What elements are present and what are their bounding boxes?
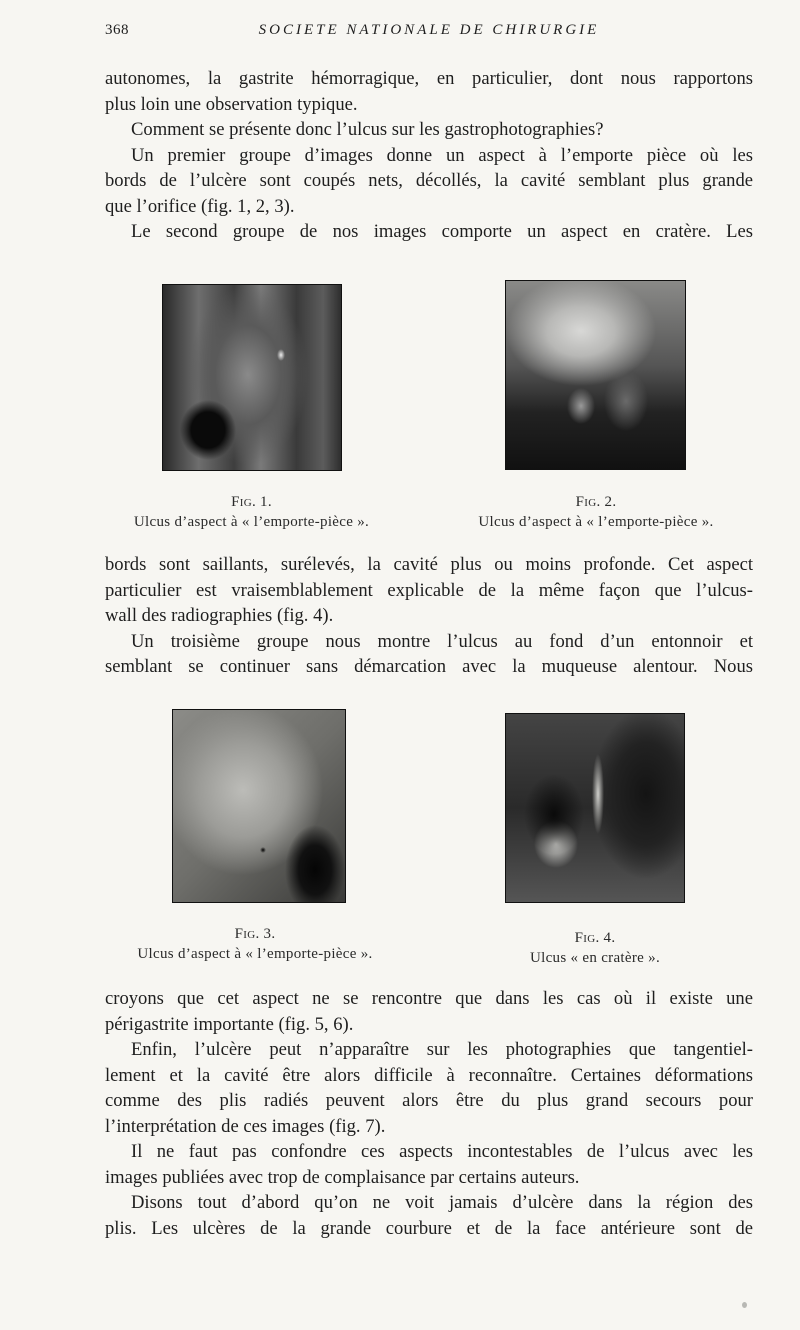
figure-3-number: Fig. 3. [234,926,276,942]
paragraph [105,986,753,1037]
text-block-2 [105,552,753,680]
figure-2-photograph [505,280,686,470]
text-line: images publiées avec trop de complaisance par certains auteurs. [105,1166,580,1188]
figure-1-photograph [162,284,342,471]
figure-1-number: Fig. 1. [231,494,272,510]
figure-1-caption [110,492,393,532]
text-line: lement et la cavité être alors difficile à reconnaître. Certaines déformations [105,1064,753,1086]
text-line: wall des radiographies (fig. 4). [105,605,334,626]
figure-3-caption-text: Ulcus d’aspect à « l’emporte-pièce ». [137,946,373,962]
paragraph [105,552,753,629]
text-line: Comment se présente donc l’ulcus sur les gastrophotographies? [131,119,604,140]
page-header [105,22,753,44]
text-line: semblant se continuer sans démarcation avec la muqueuse alentour. Nous [105,656,753,677]
text-block-1 [105,66,753,245]
page-number: 368 [105,22,129,38]
text-line: Un premier groupe d’images donne un aspect à l’emporte pièce où les [131,144,753,166]
text-line: Disons tout d’abord qu’on ne voit jamais d’ulcère dans la région des [131,1192,753,1213]
text-line: autonomes, la gastrite hémorragique, en particulier, dont nous rapportons [105,68,753,89]
text-line: croyons que cet aspect ne se rencontre que dans les cas où il existe une [105,988,753,1009]
text-block-3 [105,986,753,1241]
paragraph [105,143,753,220]
paragraph [105,1037,753,1139]
running-title: SOCIETE NATIONALE DE CHIRURGIE [258,22,600,38]
text-line: Enfin, l’ulcère peut n’apparaître sur les photographies que tangentiel- [131,1039,753,1060]
text-line: l’interprétation de ces images (fig. 7). [105,1115,386,1137]
text-line: bords de l’ulcère sont coupés nets, décollés, la cavité semblant plus grande [105,170,753,191]
figure-3-caption [105,924,405,964]
figure-1-caption-text: Ulcus d’aspect à « l’emporte-pièce ». [133,514,370,530]
text-line: Le second groupe de nos images comporte un aspect en cratère. Les [131,221,753,242]
ink-speck [742,1302,747,1308]
figure-2-number: Fig. 2. [575,494,617,510]
text-line: comme des plis radiés peuvent alors être du plus grand secours pour [105,1090,753,1111]
figure-4-caption [505,928,685,968]
paragraph [105,117,753,143]
paragraph [105,1139,753,1190]
figure-4-number: Fig. 4. [574,930,616,946]
text-line: périgastrite importante (fig. 5, 6). [105,1013,354,1035]
paragraph [105,66,753,117]
figure-4-caption-text: Ulcus « en cratère ». [530,950,660,966]
paragraph [105,219,753,245]
figure-2-caption [450,492,742,532]
text-line: plus loin une observation typique. [105,93,358,115]
text-line: Il ne faut pas confondre ces aspects incontestables de l’ulcus avec les [131,1141,753,1162]
figure-3-photograph [172,709,346,903]
paragraph [105,1190,753,1241]
text-line: que l’orifice (fig. 1, 2, 3). [105,195,295,217]
paragraph [105,629,753,680]
text-line: bords sont saillants, surélevés, la cavité plus ou moins profonde. Cet aspect [105,554,753,575]
text-line: plis. Les ulcères de la grande courbure et de la face antérieure sont de [105,1217,753,1239]
text-line: particulier est vraisemblablement explicable de la même façon que l’ulcus- [105,579,753,601]
figure-4-photograph [505,713,685,903]
text-line: Un troisième groupe nous montre l’ulcus au fond d’un entonnoir et [131,630,753,652]
figure-2-caption-text: Ulcus d’aspect à « l’emporte-pièce ». [478,514,714,530]
